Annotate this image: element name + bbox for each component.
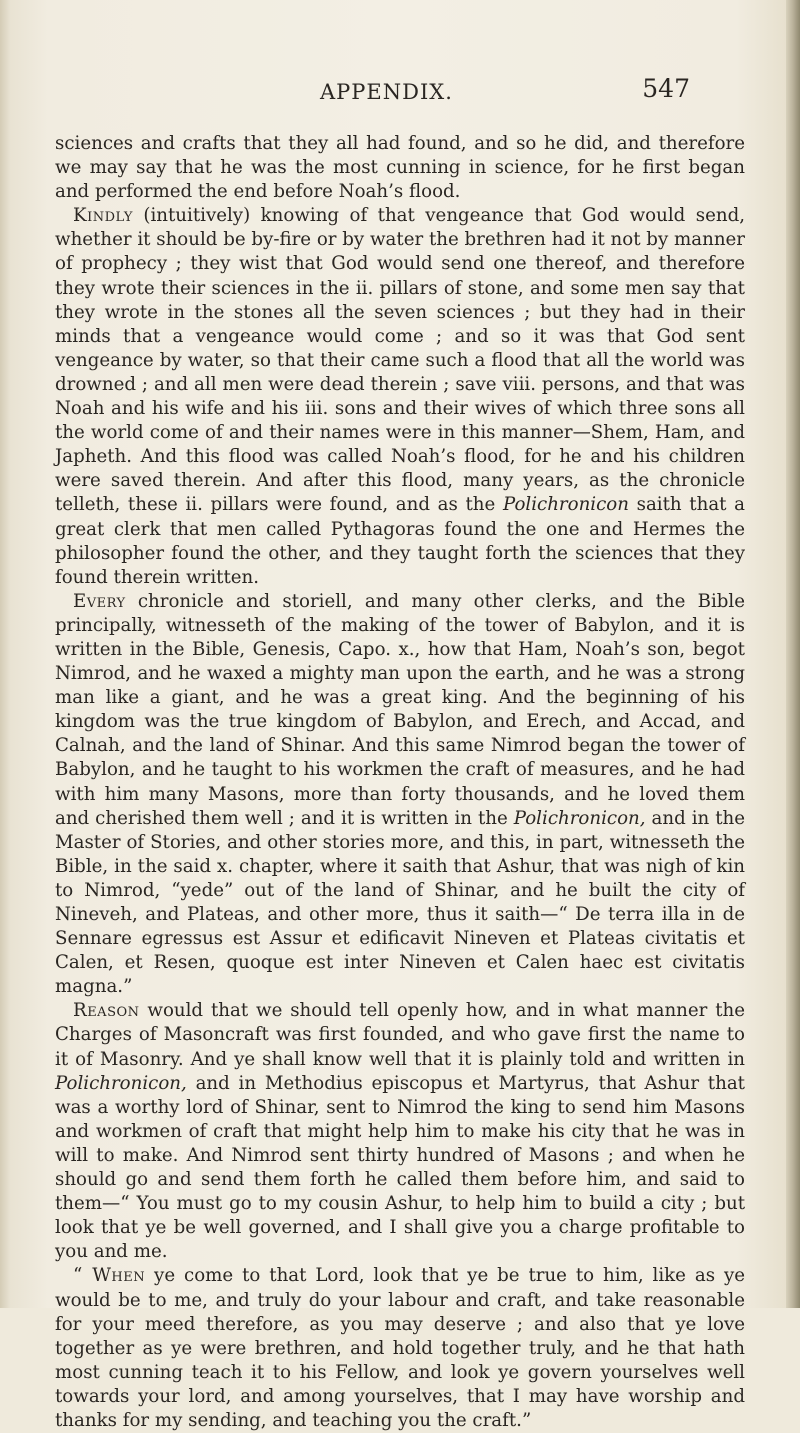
paragraph-text: sciences and crafts that they all had found, and so he did, and therefore we may say that he was the most cunning in science, for he first began and performed the end before Noah’s flood. (55, 133, 745, 203)
running-title: APPENDIX. (320, 80, 453, 104)
page-gutter-shadow (0, 0, 10, 1308)
paragraph (55, 204, 745, 590)
paragraph (55, 132, 745, 204)
page-number: 547 (642, 74, 690, 103)
paragraph-text: ye come to that Lord, look that ye be true to him, like as ye would be to me, and truly do your labour and craft, and take reasonable for your meed therefore, as you may deserve ; and also that ye love together as ye were brethren, and hold together truly, and he that hath most cunning teach it to his Fellow, and look ye govern yourselves well towards your lord, and among yourselves, that I may have worship and thanks for my sending, and teaching you the craft.” (55, 1265, 745, 1431)
paragraph-lead-word: “ When (73, 1265, 146, 1287)
page-header (170, 72, 690, 112)
paragraph-text: and in Methodius episcopus et Martyrus, that Ashur that was a worthy lord of Shinar, sent to Nimrod the king to send him Masons and workmen of craft that might help him to make his city that he was in will to make. And Nimrod sent thirty hundred of Masons ; and when he should go and send them forth he called them before him, and said to them—“ You must go to my cousin Ashur, to help him to build a city ; but look that ye be well governed, and I shall give you a charge profitable to you and me. (55, 1072, 745, 1263)
paragraph-text: would that we should tell openly how, and in what manner the Charges of Masoncraft was first founded, and who gave first the name to it of Masonry. And ye shall know well that it is plainly told and written in (55, 1000, 745, 1070)
paragraph (55, 999, 745, 1264)
italic-title: Polichronicon, (513, 807, 646, 829)
paragraph-text: (intuitively) knowing of that vengeance that God would send, whether it should be by-fire or by water the brethren had it not by manner of prophecy ; they wist that God would send one thereof, and therefore they wrote their sciences in the ii. pillars of stone, and some men say that they wrote in the stones all the seven sciences ; but they had in their minds that a vengeance would come ; and so it was that God sent vengeance by water, so that their came such a flood that all the world was drowned ; and all men were dead therein ; save viii. persons, and that was Noah and his wife and his iii. sons and their wives of which three sons all the world come of and their names were in this manner—Shem, Ham, and Japheth. And this flood was called Noah’s flood, for he and his children were saved therein. And after this flood, many years, as the chronicle telleth, these ii. pillars were found, and as the (55, 205, 745, 516)
page-edge-shadow (786, 0, 800, 1308)
paragraph-lead-word: Kindly (73, 205, 133, 227)
paragraph-text: chronicle and storiell, and many other clerks, and the Bible principally, witnesseth of the making of the tower of Babylon, and it is written in the Bible, Genesis, Capo. x., how that Ham, Noah’s son, begot Nimrod, and he waxed a mighty man upon the earth, and he was a strong man like a giant, and he was a great king. And the beginning of his kingdom was the true kingdom of Babylon, and Erech, and Accad, and Calnah, and the land of Shinar. And this same Nimrod began the tower of Babylon, and he taught to his workmen the craft of measures, and he had with him many Masons, more than forty thousands, and he loved them and cherished them well ; and it is written in the (55, 590, 745, 829)
paragraph-text: saith that a great clerk that men called Pythagoras found the one and Hermes the philosopher found the other, and they taught forth the sciences that they found therein written. (55, 494, 745, 588)
paragraph-lead-word: Reason (73, 1000, 140, 1022)
italic-title: Polichronicon, (55, 1072, 187, 1094)
paragraph-text: and in the Master of Stories, and other stories more, and this, in part, witnesseth the Bible, in the said x. chapter, where it saith that Ashur, that was nigh of kin to Nimrod, “yede” out of the land of Shinar, and he built the city of Nineveh, and Plateas, and other more, thus it saith—“ De terra illa in de Sennare egressus est Assur et edificavit Nineven et Plateas civitatis et Calen, et Resen, quoque est inter Nineven et Calen haec est civitatis magna.” (55, 807, 745, 998)
paragraph-lead-word: Every (73, 590, 126, 612)
paragraph (55, 1264, 745, 1433)
body-text (55, 132, 745, 1433)
italic-title: Polichronicon (502, 494, 629, 516)
paragraph (55, 590, 745, 1000)
